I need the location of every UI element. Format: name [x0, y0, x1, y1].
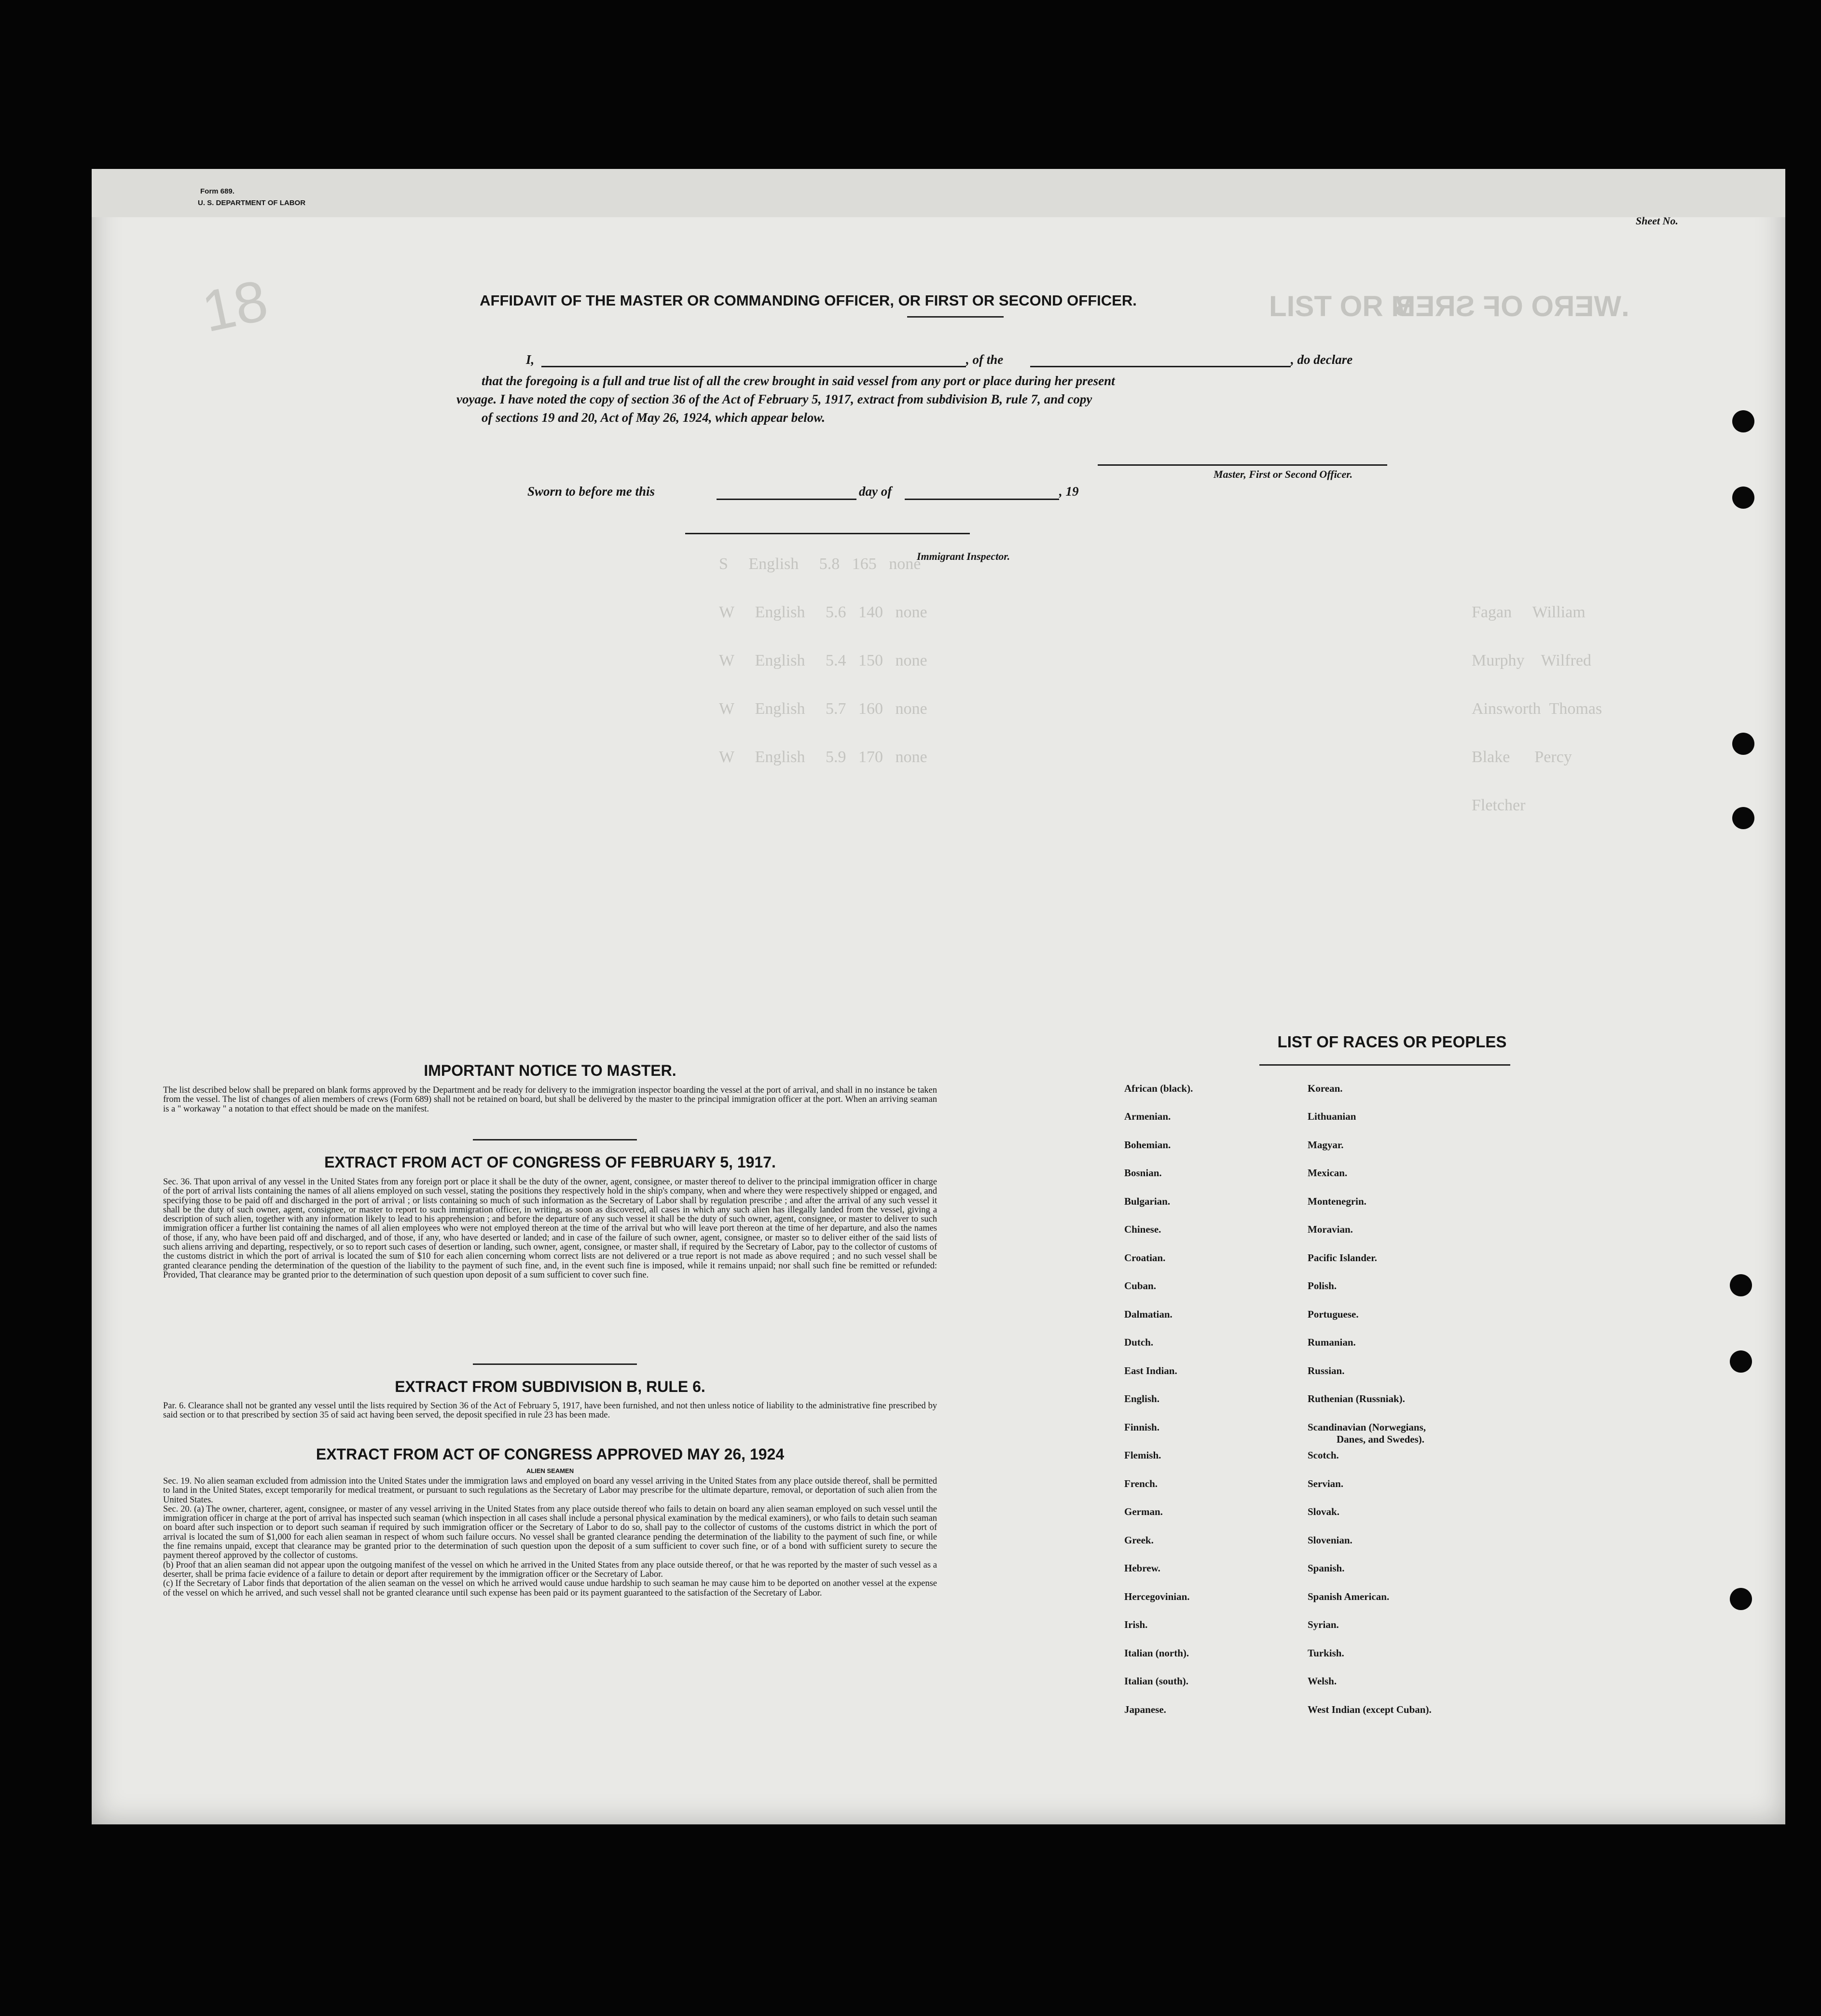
race-left-11: East Indian.	[1124, 1365, 1177, 1376]
master-signature-label: Master, First or Second Officer.	[1214, 468, 1353, 480]
affidavit-line-2: voyage. I have noted the copy of section 36 of the Act of February 5, 1917, extract from subdivision B, rule 7, and copy	[456, 392, 1092, 406]
inspector-label: Immigrant Inspector.	[917, 550, 1010, 562]
title-rule	[907, 316, 1004, 318]
race-left-20: Irish.	[1124, 1619, 1148, 1630]
act-1924-title: EXTRACT FROM ACT OF CONGRESS APPROVED MAY 26, 1924	[316, 1446, 785, 1463]
race-left-15: French.	[1124, 1478, 1158, 1489]
race-left-3: Bohemian.	[1124, 1139, 1171, 1151]
race-right-6: Moravian.	[1308, 1224, 1353, 1235]
binder-hole	[1732, 410, 1754, 432]
sec-20a-text: Sec. 20. (a) The owner, charterer, agent, consignee, or master of any vessel arriving in the United States from any place outside thereof who fails to detain on board any alien seaman employed on such vessel until the immigration officer in charge at the port of arrival has inspected such seaman (which inspection in all cases shall include a personal physical examination by the medical examiners), or who fails to detain such seaman on board after such inspection or to deport such seaman if required by such immigration officer or the Secretary of Labor to do so, shall pay to the collector of customs of the customs district in which the port of arrival is located the sum of $1,000 for each alien seaman in respect of whom such failure occurs. No vessel shall be granted clearance pending the determination of the liability to the payment of such fine, or while the fine remains unpaid, except that clearance may be granted prior to the determination of such question upon the deposit of a sum sufficient to cover such fine, or of a bond with sufficient surety to secure the payment thereof approved by the collector of customs.	[163, 1504, 937, 1561]
race-right-10: Rumanian.	[1308, 1336, 1356, 1348]
race-left-5: Bulgarian.	[1124, 1196, 1171, 1207]
notice-title: IMPORTANT NOTICE TO MASTER.	[424, 1062, 676, 1079]
race-right-1: Korean.	[1308, 1083, 1343, 1094]
race-left-21: Italian (north).	[1124, 1647, 1189, 1659]
race-left-18: Hebrew.	[1124, 1562, 1160, 1574]
race-right-23: West Indian (except Cuban).	[1308, 1704, 1432, 1715]
extract-1917-rule	[473, 1363, 637, 1365]
race-left-17: Greek.	[1124, 1534, 1154, 1546]
race-left-16: German.	[1124, 1506, 1163, 1517]
races-rule	[1259, 1064, 1510, 1066]
race-right-9: Portuguese.	[1308, 1308, 1359, 1320]
act-1924-sections	[163, 1477, 937, 1598]
sec-20b-text: (b) Proof that an alien seaman did not appear upon the outgoing manifest of the vessel on which he arrived in the United States from any place outside thereof, or that he was reported by the master of such vessel as a deserter, shall be prima facie evidence of a failure to detain or deport after requirement by the immigration officer or the Secretary of Labor.	[163, 1560, 937, 1579]
binder-hole	[1730, 1274, 1752, 1296]
affidavit-paragraph	[456, 372, 1115, 427]
race-right-5: Montenegrin.	[1308, 1196, 1366, 1207]
binder-hole	[1730, 1588, 1752, 1610]
race-right-4: Mexican.	[1308, 1167, 1348, 1179]
affidavit-i-label: I,	[526, 352, 535, 367]
race-right-18: Spanish.	[1308, 1562, 1345, 1574]
race-left-12: English.	[1124, 1393, 1159, 1404]
race-left-10: Dutch.	[1124, 1336, 1154, 1348]
rule6-title: EXTRACT FROM SUBDIVISION B, RULE 6.	[395, 1378, 705, 1395]
race-right-16: Slovak.	[1308, 1506, 1339, 1517]
race-right-7: Pacific Islander.	[1308, 1252, 1377, 1264]
stamp-mark: 18	[196, 267, 273, 345]
affidavit-of-the: , of the	[966, 352, 1004, 367]
sworn-day-field[interactable]	[717, 499, 856, 500]
race-right-8: Polish.	[1308, 1280, 1337, 1292]
header-strip	[92, 169, 1785, 217]
race-left-7: Croatian.	[1124, 1252, 1166, 1264]
race-right-21: Turkish.	[1308, 1647, 1344, 1659]
race-left-23: Japanese.	[1124, 1704, 1166, 1715]
races-title: LIST OF RACES OR PEOPLES	[1277, 1033, 1507, 1051]
binder-hole	[1730, 1350, 1752, 1373]
binder-hole	[1732, 487, 1754, 509]
affidavit-line-3: of sections 19 and 20, Act of May 26, 1924, which appear below.	[482, 410, 825, 425]
act-1924-subtitle: ALIEN SEAMEN	[526, 1467, 574, 1474]
race-right-19: Spanish American.	[1308, 1591, 1390, 1602]
sec-19-text: Sec. 19. No alien seaman excluded from admission into the United States under the immigration laws and employed on board any vessel arriving in the United States from any place outside thereof, shall be permitted to land in the United States, except temporarily for medical treatment, or pursuant to such regulations as the Secretary of Labor may prescribe for the ultimate departure, removal, or deportation of such alien from the United States.	[163, 1476, 937, 1505]
race-left-9: Dalmatian.	[1124, 1308, 1173, 1320]
affidavit-line-1: that the foregoing is a full and true list of all the crew brought in said vessel from any port or place during her present	[482, 374, 1115, 388]
race-left-19: Hercegovinian.	[1124, 1591, 1190, 1602]
race-left-4: Bosnian.	[1124, 1167, 1162, 1179]
race-right-17: Slovenian.	[1308, 1534, 1352, 1546]
race-left-22: Italian (south).	[1124, 1675, 1189, 1687]
race-right-15: Servian.	[1308, 1478, 1344, 1489]
extract-1917-title: EXTRACT FROM ACT OF CONGRESS OF FEBRUARY 5, 1917.	[324, 1154, 776, 1171]
race-right-22: Welsh.	[1308, 1675, 1337, 1687]
race-left-14: Flemish.	[1124, 1449, 1161, 1461]
race-right-12: Ruthenian (Russniak).	[1308, 1393, 1405, 1404]
sworn-label: Sworn to before me this	[527, 484, 655, 499]
extract-1917-text: Sec. 36. That upon arrival of any vessel in the United States from any foreign port or place it shall be the duty of the owner, agent, consignee, or master thereof to deliver to the principal immigration officer in charge of the port of arrival lists containing the names of all aliens employed on such vessel, stating the positions they respectively hold in the ship's company, when and where they were respectively shipped or engaged, and specifying those to be paid off and discharged in the port of arrival ; or lists containing so much of such information as the Secretary of Labor shall by regulation prescribe ; and after the arrival of any such vessel it shall be the duty of such owner, agent, consignee, or master to report to such immigration officer, in writing, as soon as discovered, all cases in which any such alien has illegally landed from the vessel, giving a description of such alien, together with any information likely to lead to his apprehension ; and before the departure of any such vessel it shall be the duty of such owner, agent, consignee, or master to deliver to such immigration officer a further list containing the names of all alien employees who were not employed thereon at the time of the arrival but who will leave port thereon at the time of her departure, and also the names of those, if any, who have been paid off and discharged, and of those, if any, who have deserted or landed; and in case of the failure of such owner, agent, consignee, or master so to deliver either of the said lists of such aliens arriving and departing, respectively, or so to report such cases of desertion or landing, such owner, agent, consignee, or master shall, if required by the Secretary of Labor, pay to the collector of customs of the customs district in which the port of arrival is located the sum of $10 for each alien concerning whom correct lists are not delivered or a true report is not made as above required ; and no such vessel shall be granted clearance pending the determination of the question of the liability to the payment of such fine, and, in the event such fine is imposed, while it remains unpaid; nor shall such fine be remitted or refunded: Provided, That clearance may be granted prior to the determination of such question upon deposit of a sum sufficient to cover such fine.	[163, 1177, 937, 1280]
sec-20c-text: (c) If the Secretary of Labor finds that deportation of the alien seaman on the vessel on which he arrived would cause undue hardship to such seaman he may cause him to be deported on another vessel at the expense of the vessel on which he arrived, and such vessel shall not be granted clearance until such expense has been paid or its payment guaranteed to the satisfaction of the Secretary of Labor.	[163, 1579, 937, 1598]
race-left-1: African (black).	[1124, 1083, 1193, 1094]
document-sheet: LIST OR M .WERO OF SREB Fagan William Murphy Wilfred Ainsworth Thomas Blake Percy Fletcher S English 5.8 165 none W English 5.6 140 none W English 5.4 150 none W English 5.7 160 none W English 5.9 170 none Form 689. U. S. DEPARTMENT OF LABOR Sheet No. 18 AFFIDAVIT OF THE MASTER OR COMMANDING OFFICER, OR FIRST OR SECOND OFFICER. I, , of the , do declare that the foregoing is a full and true list of all the crew brought in said vessel from any port or place during her present voyage. I have noted the copy of section 36 of the Act of February 5, 1917, extract from subdivision B, rule 7, and copy of sections 19 and 20, Act of May 26, 1924, which appear below. Master, First or Second Officer. Sworn to before me this day of , 19 Immigrant Inspector. IMPORTANT NOTICE TO MASTER. The list described below shall be prepared on blank forms approved by the Department and be ready for delivery to the immigration inspector boarding the vessel at the port of arrival, and shall in no instance be taken from the vessel. The list of changes of alien members of crews (Form 689) shall not be retained on board, but shall be delivered by the master to the principal immigration officer at the port. When an arriving seaman is a " workaway " a notation to that effect should be made on the manifest. EXTRACT FROM ACT OF CONGRESS OF FEBRUARY 5, 1917. Sec. 36. That upon arrival of any vessel in the United States from any foreign port or place it shall be the duty of the owner, agent, consignee, or master thereof to deliver to the principal immigration officer in charge of the port of arrival lists containing the names of all aliens employed on such vessel, stating the positions they respectively hold in the ship's company, when and where they were respectively shipped or engaged, and specifying those to be paid off and discharged in the port of arrival ; or lists containing so much of such information as the Secretary of Labor shall by regulation prescribe ; and after the arrival of any such vessel it shall be the duty of such owner, agent, consignee, or master to report to such immigration officer, in writing, as soon as discovered, all cases in which any such alien has illegally landed from the vessel, giving a description of such alien, together with any information likely to lead to his apprehension ; and before the departure of any such vessel it shall be the duty of such owner, agent, consignee, or master to deliver to such immigration officer a further list containing the names of all alien employees who were not employed thereon at the time of the arrival but who will leave port thereon at the time of her departure, and also the names of those, if any, who have been paid off and discharged, and of those, if any, who have deserted or landed; and in case of the failure of such owner, agent, consignee, or master so to deliver either of the said lists of such aliens arriving and departing, respectively, or so to report such cases of desertion or landing, such owner, agent, consignee, or master shall, if required by the Secretary of Labor, pay to the collector of customs of the customs district in which the port of arrival is located the sum of $10 for each alien concerning whom correct lists are not delivered or a true report is not made as above required ; and no such vessel shall be granted clearance pending the determination of the question of the liability to the payment of such fine, and, in the event such fine is imposed, while it remains unpaid; nor shall such fine be remitted or refunded: Provided, That clearance may be granted prior to the determination of such question upon deposit of a sum sufficient to cover such fine. EXTRACT FROM SUBDIVISION B, RULE 6. Par. 6. Clearance shall not be granted any vessel until the lists required by Section 36 of the Act of February 5, 1917, have been furnished, and not then unless notice of liability to the administrative fine prescribed by said section or to that prescribed by section 35 of said act having been served, the deposit specified in rule 23 has been made. EXTRACT FROM ACT OF CONGRESS APPROVED MAY 26, 1924 ALIEN SEAMEN Sec. 19. No alien seaman excluded from admission into the United States under the immigration laws and employed on board any vessel arriving in the United States from any place outside thereof, shall be permitted to land in the United States, except temporarily for medical treatment, or pursuant to such regulations as the Secretary of Labor may prescribe for the ultimate departure, removal, or deportation of such alien from the United States. Sec. 20. (a) The owner, charterer, agent, consignee, or master of any vessel arriving in the United States from any place outside thereof who fails to detain on board any alien seaman employed on such vessel until the immigration officer in charge at the port of arrival has inspected such seaman (which inspection in all cases shall include a personal physical examination by the medical examiners), or who fails to detain such seaman on board after such inspection or to deport such seaman if required by such immigration officer or the Secretary of Labor to do so, shall pay to the collector of customs of the customs district in which the port of arrival is located the sum of $1,000 for each alien seaman in respect of whom such failure occurs. No vessel shall be granted clearance pending the determination of the liability to the payment of such fine, or while the fine remains unpaid, except that clearance may be granted prior to the determination of such question upon the deposit of a sum sufficient to cover such fine, or of a bond with sufficient surety to secure the payment thereof approved by the collector of customs. (b) Proof that an alien seaman did not appear upon the outgoing manifest of the vessel on which he arrived in the United States from any place outside thereof, or that he was reported by the master of such vessel as a deserter, shall be prima facie evidence of a failure to detain or deport after requirement by the immigration officer or the Secretary of Labor. (c) If the Secretary of Labor finds that deportation of the alien seaman on the vessel on which he arrived would cause undue hardship to such seaman he may cause him to be deported on another vessel at the expense of the vessel on which he arrived, and such vessel shall not be granted clearance until such expense has been paid or its payment guaranteed to the satisfaction of the Secretary of Labor. LIST OF RACES OR PEOPLES African (black). Armenian. Bohemian. Bosnian. Bulgarian. Chinese. Croatian. Cuban. Dalmatian. Dutch. East Indian. English. Finnish. Flemish. French. German. Greek. Hebrew. Hercegovinian. Irish. Italian (north). Italian (south). Japanese. Korean. Lithuanian Magyar. Mexican. Montenegrin. Moravian. Pacific Islander. Polish. Portuguese. Rumanian. Russian. Ruthenian (Russniak). Scandinavian (Norwegians, Danes, and Swedes). Scotch. Servian. Slovak. Slovenian. Spanish. Spanish American. Syrian. Turkish. Welsh. West Indian (except Cuban).	[92, 169, 1785, 1824]
race-left-8: Cuban.	[1124, 1280, 1156, 1292]
binder-hole	[1732, 807, 1754, 829]
binder-hole	[1732, 733, 1754, 755]
form-number: Form 689.	[200, 187, 235, 195]
race-left-6: Chinese.	[1124, 1224, 1161, 1235]
vessel-field[interactable]	[1030, 366, 1291, 367]
notice-rule	[473, 1139, 637, 1140]
rule6-text: Par. 6. Clearance shall not be granted any vessel until the lists required by Section 36 of the Act of February 5, 1917, have been furnished, and not then unless notice of liability to the administrative fine prescribed by said section or to that prescribed by section 35 of said act having been served, the deposit specified in rule 23 has been made.	[163, 1401, 937, 1420]
affidavit-do-declare: , do declare	[1291, 352, 1353, 367]
race-left-2: Armenian.	[1124, 1111, 1171, 1122]
sworn-month-field[interactable]	[905, 499, 1059, 500]
race-right-2: Lithuanian	[1308, 1111, 1356, 1122]
inspector-signature-line[interactable]	[685, 533, 970, 534]
notice-text: The list described below shall be prepared on blank forms approved by the Department and be ready for delivery to the immigration inspector boarding the vessel at the port of arrival, and shall in no instance be taken from the vessel. The list of changes of alien members of crews (Form 689) shall not be retained on board, but shall be delivered by the master to the principal immigration officer at the port. When an arriving seaman is a " workaway " a notation to that effect should be made on the manifest.	[163, 1085, 937, 1114]
race-right-3: Magyar.	[1308, 1139, 1344, 1151]
sheet-number-label: Sheet No.	[1636, 215, 1678, 227]
affidavit-title: AFFIDAVIT OF THE MASTER OR COMMANDING OFFICER, OR FIRST OR SECOND OFFICER.	[480, 292, 1137, 309]
name-field[interactable]	[541, 366, 966, 367]
race-right-13-continuation: Danes, and Swedes).	[1337, 1433, 1425, 1445]
race-right-11: Russian.	[1308, 1365, 1345, 1376]
master-signature-line[interactable]	[1098, 464, 1387, 466]
race-right-20: Syrian.	[1308, 1619, 1339, 1630]
race-right-13: Scandinavian (Norwegians,	[1308, 1421, 1426, 1433]
year-prefix: , 19	[1059, 484, 1079, 499]
department-name: U. S. DEPARTMENT OF LABOR	[198, 199, 306, 207]
race-left-13: Finnish.	[1124, 1421, 1159, 1433]
day-of-label: day of	[859, 484, 892, 499]
race-right-14: Scotch.	[1308, 1449, 1339, 1461]
